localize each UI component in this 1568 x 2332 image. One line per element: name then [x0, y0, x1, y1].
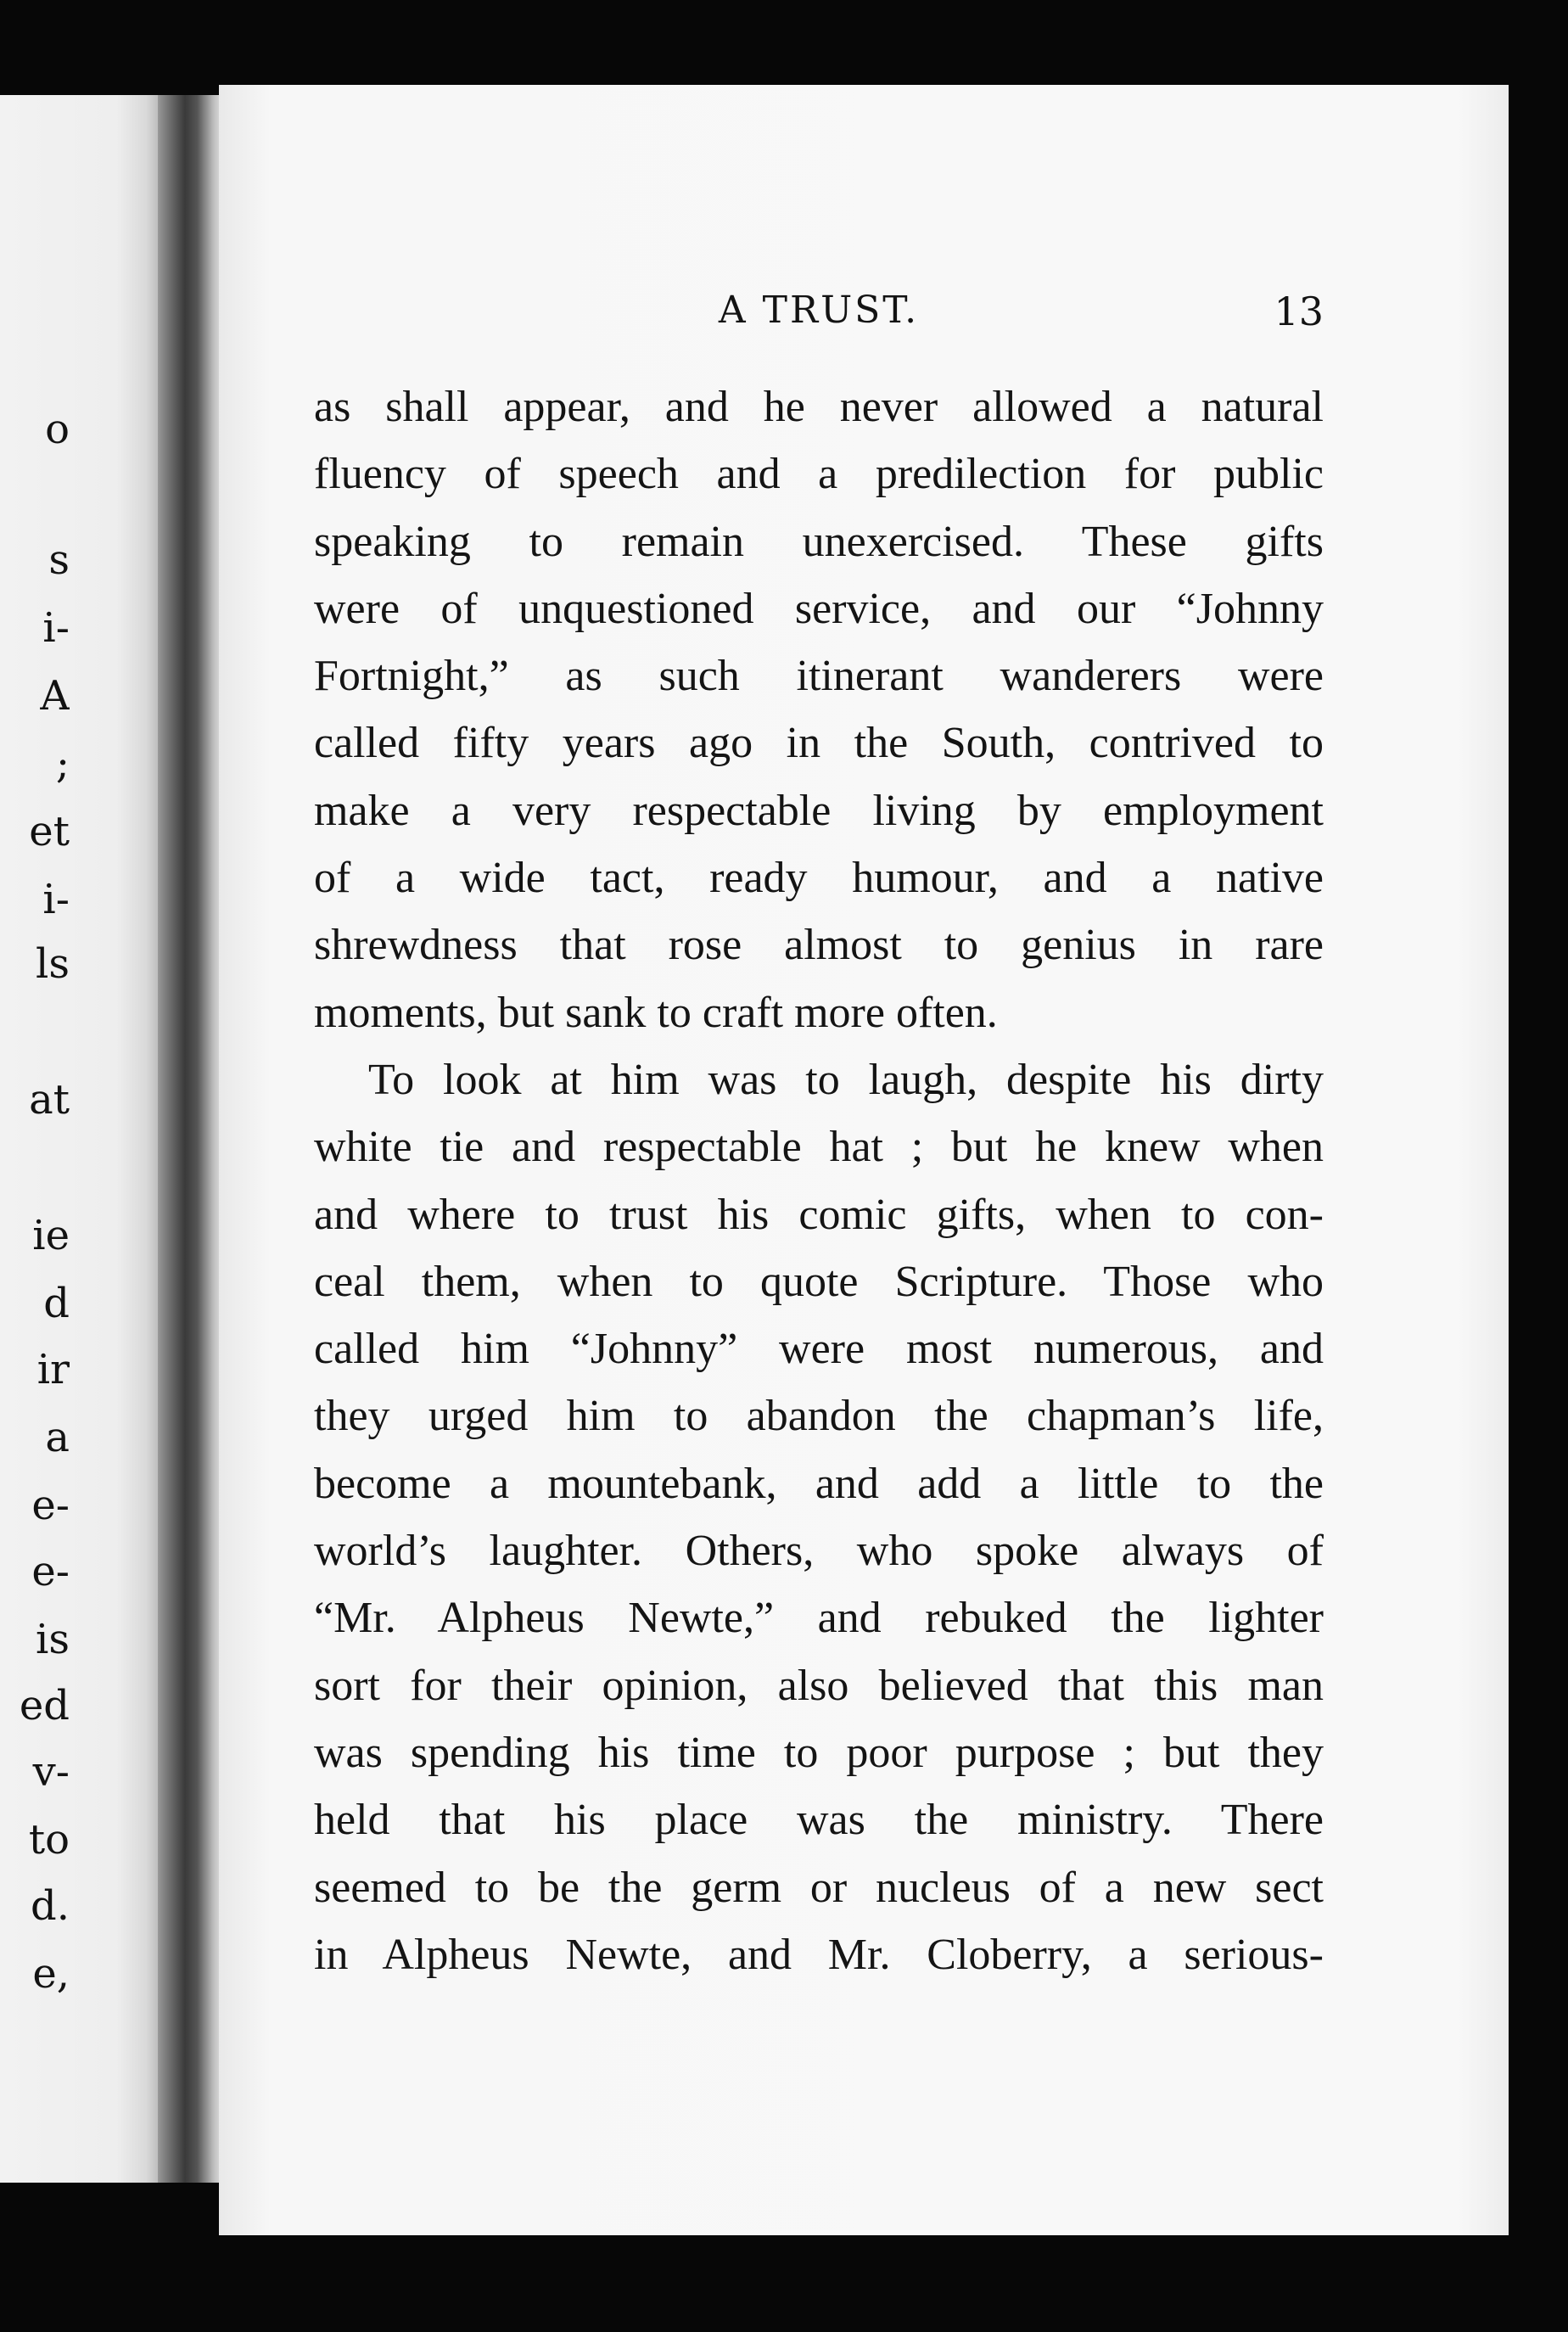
running-head: A TRUST. [718, 289, 920, 332]
left-page-fragment: ed [19, 1685, 70, 1726]
text-line: moments, but sank to craft more often. [314, 988, 998, 1037]
left-page-fragment: s [48, 540, 70, 580]
left-page-fragment: ir [36, 1349, 70, 1390]
text-line: in Alpheus Newte, and Mr. Cloberry, a serious- [314, 1930, 1324, 1979]
paragraph [314, 373, 1324, 1046]
left-page-fragment: a [45, 1417, 70, 1458]
text-line: and where to trust his comic gifts, when to con- [314, 1190, 1324, 1239]
left-page-fragment: A [40, 675, 70, 716]
left-page-fragment: ls [36, 944, 70, 984]
left-page-fragment: at [29, 1079, 70, 1120]
left-page-fragment: i- [42, 879, 70, 920]
text-line: white tie and respectable hat ; but he knew when [314, 1123, 1324, 1172]
text-line: called fifty years ago in the South, contrived to [314, 719, 1324, 768]
text-line: they urged him to abandon the chapman’s life, [314, 1392, 1324, 1441]
text-line: become a mountebank, and add a little to the [314, 1459, 1324, 1508]
paragraph [314, 1046, 1324, 1988]
text-line: as shall appear, and he never allowed a natural [314, 383, 1324, 431]
left-page-fragment: e, [32, 1954, 70, 1994]
text-line: fluency of speech and a predilection for public [314, 450, 1324, 499]
text-line: held that his place was the ministry. There [314, 1796, 1324, 1845]
left-page-fragment: is [36, 1619, 70, 1660]
text-line: of a wide tact, ready humour, and a native [314, 854, 1324, 903]
left-page-fragment: ie [32, 1215, 70, 1256]
text-line: make a very respectable living by employment [314, 786, 1324, 835]
left-page [0, 95, 166, 2183]
left-page-fragment: et [29, 811, 70, 852]
body-text [314, 373, 1324, 1988]
text-line: shrewdness that rose almost to genius in rare [314, 921, 1324, 970]
text-line: To look at him was to laugh, despite his dirty [368, 1055, 1324, 1104]
left-page-fragment: to [28, 1819, 70, 1860]
text-line: sort for their opinion, also believed that this man [314, 1661, 1324, 1710]
text-line: “Mr. Alpheus Newte,” and rebuked the lighter [314, 1594, 1324, 1643]
text-line: ceal them, when to quote Scripture. Those who [314, 1257, 1324, 1306]
text-line: was spending his time to poor purpose ; but they [314, 1728, 1324, 1777]
book-gutter [158, 95, 226, 2183]
text-line: world’s laughter. Others, who spoke always of [314, 1527, 1324, 1576]
text-line: called him “Johnny” were most numerous, and [314, 1325, 1324, 1374]
left-page-fragment: d [43, 1283, 70, 1324]
text-line: Fortnight,” as such itinerant wanderers were [314, 652, 1324, 701]
left-page-fragment: e- [31, 1485, 70, 1526]
left-page-fragment: ; [55, 743, 70, 784]
page-header [314, 289, 1324, 348]
text-line: seemed to be the germ or nucleus of a new sect [314, 1863, 1324, 1912]
left-page-fragment: e- [31, 1551, 70, 1592]
left-page-fragment: d. [31, 1886, 70, 1926]
page-number: 13 [1274, 289, 1324, 334]
left-page-fragment: v- [32, 1752, 70, 1792]
text-line: speaking to remain unexercised. These gifts [314, 517, 1324, 566]
text-line: were of unquestioned service, and our “Johnny [314, 584, 1324, 633]
left-page-fragment: i- [42, 608, 70, 648]
left-page-fragment: o [45, 409, 70, 450]
